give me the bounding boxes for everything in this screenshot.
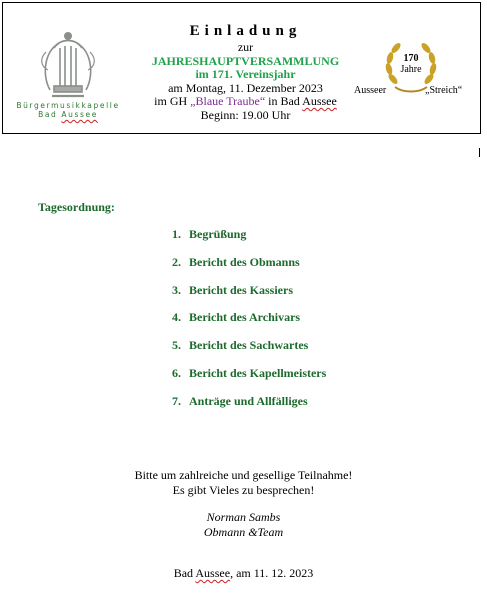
event-name: JAHRESHAUPTVERSAMMLUNG — [151, 53, 340, 68]
agenda-item-label: Bericht des Kassiers — [189, 282, 293, 297]
agenda-item — [172, 309, 326, 337]
date-line: Bad Aussee, am 11. 12. 2023 — [173, 566, 314, 580]
agenda-item — [172, 393, 326, 421]
agenda-item-label: Bericht des Obmanns — [189, 254, 300, 269]
agenda-item-number: 6. — [172, 365, 181, 380]
line-zur: zur — [237, 40, 254, 54]
jubilee-word: Jahre — [400, 64, 422, 75]
venue-name: „Blaue Traube“ — [190, 94, 266, 108]
agenda-item-label: Bericht des Kapellmeisters — [189, 365, 327, 380]
signature-role: Obmann &Team — [203, 525, 284, 539]
agenda-item-label: Anträge und Allfälliges — [189, 393, 308, 408]
club-year: im 171. Vereinsjahr — [195, 67, 296, 81]
page-title: Einladung — [189, 23, 302, 39]
club-name-line2: Bad Aussee — [38, 110, 98, 119]
brand-name-right: „Streich“ — [425, 85, 463, 96]
event-date: am Montag, 11. Dezember 2023 — [168, 80, 323, 95]
agenda-item — [172, 226, 326, 254]
agenda-item-label: Begrüßung — [189, 227, 247, 241]
brand-name-left: Ausseer — [354, 85, 387, 96]
jubilee-logo — [351, 37, 473, 103]
agenda-item — [172, 282, 326, 310]
club-logo — [16, 27, 120, 123]
agenda-item-number: 4. — [172, 310, 181, 325]
agenda-item — [172, 365, 326, 393]
agenda-item-label: Bericht des Archivars — [189, 310, 301, 325]
invitation-header — [2, 2, 481, 134]
agenda-heading: Tagesordnung: — [38, 200, 115, 214]
agenda-item-number: 2. — [172, 254, 181, 269]
agenda-item-label: Bericht des Sachwartes — [189, 338, 309, 353]
agenda-item-number: 3. — [172, 282, 181, 297]
closing-line2: Es gibt Vieles zu besprechen! — [172, 483, 315, 497]
text-cursor — [479, 148, 480, 157]
closing-line1: Bitte um zahlreiche und gesellige Teilnahme! — [134, 468, 353, 482]
agenda-item-number: 1. — [172, 227, 181, 241]
agenda-item-number: 7. — [172, 393, 181, 408]
lyre-icon — [40, 30, 96, 102]
agenda-list — [172, 226, 326, 421]
club-name-line1: Bürgermusikkapelle — [16, 101, 120, 110]
agenda-item — [172, 337, 326, 365]
jubilee-number: 170 — [403, 53, 419, 64]
header-text — [143, 23, 348, 122]
agenda-item-number: 5. — [172, 338, 181, 353]
agenda-item — [172, 254, 326, 282]
signature-name: Norman Sambs — [206, 510, 281, 524]
event-start-time: Beginn: 19.00 Uhr — [200, 107, 291, 122]
event-venue: im GH „Blaue Traube“ in Bad Aussee — [154, 94, 337, 108]
